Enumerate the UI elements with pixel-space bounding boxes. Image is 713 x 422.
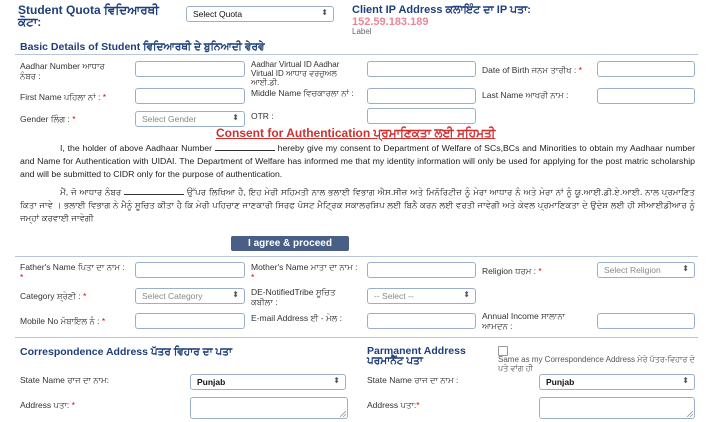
chevron-updown-icon: ⬍ <box>333 376 340 385</box>
divider <box>15 256 698 257</box>
dob-label: Date of Birth ਜਨਮ ਤਾਰੀਖ : * <box>482 65 582 75</box>
religion-select[interactable]: Select Religion ⬍ <box>597 262 695 278</box>
mobile-input[interactable] <box>135 313 245 329</box>
aadhaar-blank <box>215 142 275 151</box>
income-input[interactable] <box>597 313 695 329</box>
perm-address-label: Address ਪਤਾ:* <box>367 400 420 410</box>
de-tribe-label: DE-NotifiedTribe ਸੂਚਿਤ ਕਬੀਲਾ : <box>251 287 336 307</box>
corr-address-label: Address ਪਤਾ: * <box>20 400 75 410</box>
otr-label: OTR : <box>251 111 274 121</box>
gender-label: Gender ਲਿੰਗ : * <box>20 114 76 124</box>
consent-title: Consent for Authentication ਪ੍ਰਮਾਣਿਕਤਾ ਲਈ ਸਹਿਮਤੀ <box>216 126 496 140</box>
father-name-input[interactable] <box>135 262 245 278</box>
ip-value: 152.59.183.189 <box>352 16 429 28</box>
middle-name-input[interactable] <box>367 88 476 104</box>
consent-text-punjabi: ਮੈਂ, ਜੋ ਆਧਾਰ ਨੰਬਰ ਉੱਪਰ ਲਿਖਿਆ ਹੈ, ਇਹ ਮੇਰੀ ਸਹਿਮਤੀ ਨਾਲ ਭਲਾਈ ਵਿਭਾਗ ਐਸ.ਸੀਜ਼ ਅਤੇ ਮਿਨੋਰਿਟੀਜ਼ ਨੂੰ ਮੇਰਾ ਆਧਾਰ ਨੰ ਅਤੇ ਮੇਰਾ ਨਾਂ ਨੂੰ ਯੂ.ਆਈ.ਡੀ.ਏ.ਆਈ. ਨਾਲ ਪ੍ਰਮਾਣਿਤ ਕਿਤਾ ਜਾਵੇ । ਭਲਾਈ ਵਿਭਾਗ ਨੇ ਮੈਨੂੰ ਸੂਚਿਤ ਕੀਤਾ ਹੈ ਕਿ ਮੇਰੀ ਪਹਿਚਾਣ ਜਾਣਕਾਰੀ ਸਿਰਫ ਪੋਸਟ ਮੈਟ੍ਰਿਕ ਸਕਾਲਰਸ਼ਿਪ ਲਈ ਬਿਨੈ ਕਰਨ ਲਈ ਵਰਤੀ ਜਾਵੇਗੀ ਅਤੇ ਕੇਵਲ ਪ੍ਰਮਾਣਿਕਤਾ ਦੇ ਉਦੇਸ਼ ਲਈ ਹੀ ਸੀਆਈਡੀਆਰ ਨੂੰ ਜਮ੍ਹਾਂ ਕਰਵਾਈ ਜਾਵੇਗੀ <box>20 187 695 223</box>
perm-state-select[interactable]: Punjab ⬍ <box>539 374 695 390</box>
agree-proceed-button[interactable]: I agree & proceed <box>231 236 349 251</box>
dob-input[interactable] <box>597 61 695 77</box>
aadhar-number-input[interactable] <box>135 61 245 77</box>
resize-grip-icon <box>340 411 346 417</box>
chevron-updown-icon: ⬍ <box>682 264 689 273</box>
corr-state-label: State Name ਰਾਜ ਦਾ ਨਾਮ: <box>20 375 109 385</box>
corr-state-select[interactable]: Punjab ⬍ <box>190 374 346 390</box>
aadhar-number-label: Aadhar Number ਆਧਾਰ ਨੰਬਰ : <box>20 61 105 81</box>
father-name-label: Father's Name ਪਿਤਾ ਦਾ ਨਾਮ : * <box>20 262 125 282</box>
chevron-updown-icon: ⬍ <box>232 290 239 299</box>
email-input[interactable] <box>367 313 476 329</box>
last-name-input[interactable] <box>597 88 695 104</box>
resize-grip-icon <box>687 411 693 417</box>
perm-address-textarea[interactable] <box>539 397 695 419</box>
ip-label: Client IP Address ਕਲਾਇੰਟ ਦਾ IP ਪਤਾ: 152.59.183.189 <box>352 4 531 28</box>
quota-select[interactable]: Select Quota ⬍ <box>186 6 334 22</box>
religion-label: Religion ਧਰਮ : * <box>482 266 542 276</box>
email-label: E-mail Address ਈ - ਮੇਲ : <box>251 313 343 323</box>
divider <box>15 54 698 55</box>
first-name-input[interactable] <box>135 88 245 104</box>
category-select[interactable]: Select Category ⬍ <box>135 288 245 304</box>
correspondence-heading: Correspondence Address ਪੱਤਰ ਵਿਹਾਰ ਦਾ ਪਤਾ <box>20 346 233 358</box>
mother-name-label: Mother's Name ਮਾਤਾ ਦਾ ਨਾਮ : * <box>251 262 358 282</box>
first-name-label: First Name ਪਹਿਲਾ ਨਾਂ : * <box>20 92 107 102</box>
consent-text-english: I, the holder of above Aadhaar Number hereby give my consent to Department of Welfare of SCs,BCs and Minorities to obtain my Aadhaar number and Name for Authentication with UIDAI. The Department of Welfare has informed me that my identity information will only be used for applying for the post matric scholarship and will be submitted to CIDR only for the purpose of authentication. <box>20 143 695 179</box>
chevron-updown-icon: ⬍ <box>682 376 689 385</box>
chevron-updown-icon: ⬍ <box>463 290 470 299</box>
mother-name-input[interactable] <box>367 262 476 278</box>
divider <box>15 337 698 338</box>
chevron-updown-icon: ⬍ <box>232 113 239 122</box>
same-address-label: Same as my Correspondence Address ਮੇਰੇ ਪੱਤਰ-ਵਿਹਾਰ ਦੇ ਪਤੇ ਵਾਂਗ ਹੀ <box>498 355 695 373</box>
permanent-heading: Parmanent Address ਪਰਮਾਨੈਂਟ ਪਤਾ <box>367 345 466 367</box>
basic-details-heading: Basic Details of Student ਵਿਦਿਆਰਥੀ ਦੇ ਬੁਨਿਆਦੀ ਵੇਰਵੇ <box>20 41 265 53</box>
perm-state-label: State Name ਰਾਜ ਦਾ ਨਾਮ : <box>367 375 459 385</box>
ip-sub-label: Label <box>352 27 372 36</box>
quota-label: Student Quota ਵਿਦਿਆਰਥੀ ਕੋਟਾ: <box>18 3 159 29</box>
gender-select[interactable]: Select Gender ⬍ <box>135 111 245 127</box>
aadhar-virtual-input[interactable] <box>367 61 476 77</box>
mobile-label: Mobile No ਮੋਬਾਇਲ ਨੰ : * <box>20 316 106 326</box>
corr-address-textarea[interactable] <box>190 397 348 419</box>
category-label: Category ਸ਼੍ਰੇਣੀ : * <box>20 291 87 301</box>
de-tribe-select[interactable]: -- Select -- ⬍ <box>367 288 476 304</box>
middle-name-label: Middle Name ਵਿਚਕਾਰਲਾ ਨਾਂ : <box>251 88 354 98</box>
otr-input[interactable] <box>367 108 476 124</box>
aadhaar-blank <box>124 186 184 195</box>
chevron-updown-icon: ⬍ <box>321 8 328 17</box>
aadhar-virtual-label: Aadhar Virtual ID Aadhar Virtual ID ਆਧਾਰ ਵਰਚੁਅਲ ਆਈ.ਡੀ. <box>251 60 340 87</box>
income-label: Annual Income ਸਾਲਾਨਾ ਆਮਦਨ : <box>482 311 566 331</box>
last-name-label: Last Name ਆਖਰੀ ਨਾਮ : <box>482 90 569 100</box>
